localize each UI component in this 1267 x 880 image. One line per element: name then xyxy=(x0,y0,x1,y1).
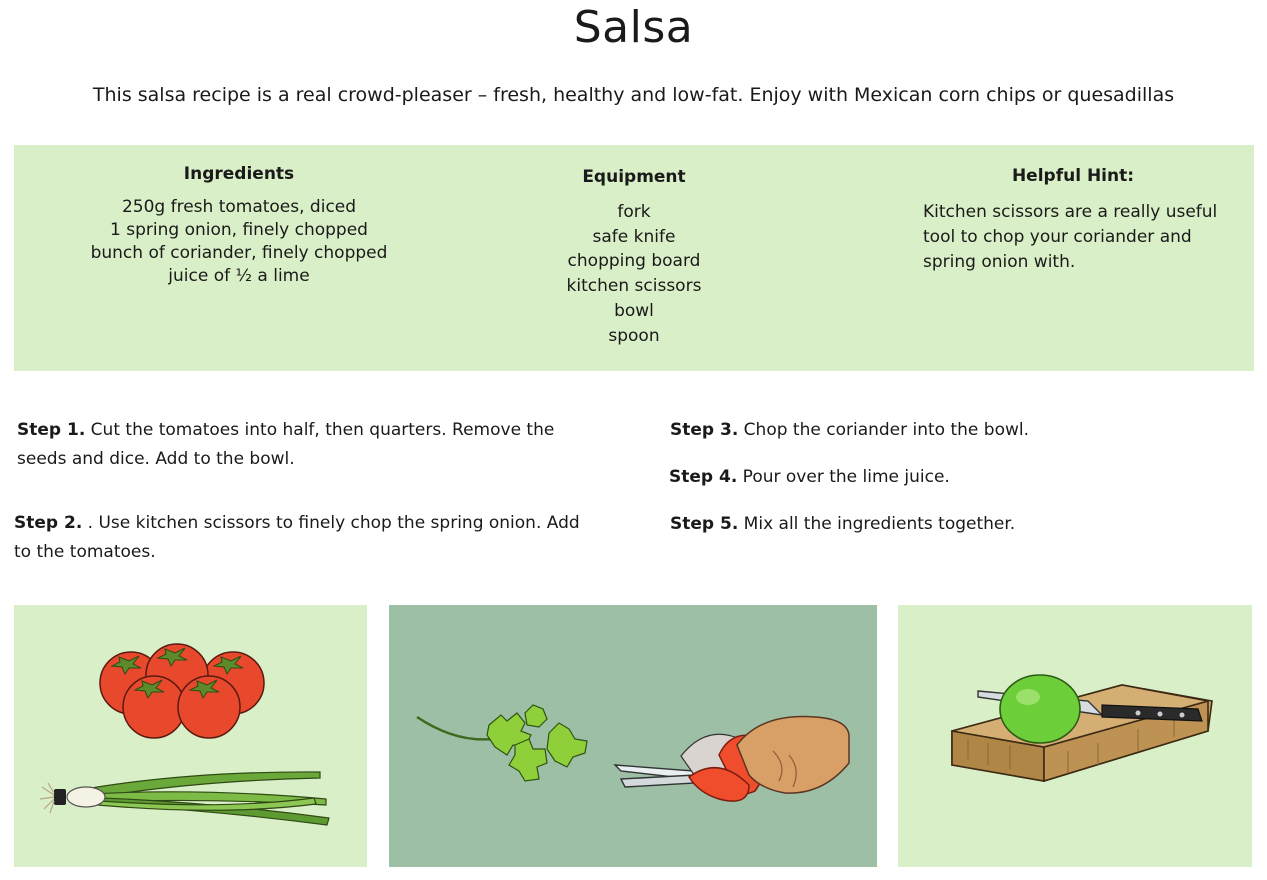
step-label: Step 3. xyxy=(670,420,739,440)
equipment-item: spoon xyxy=(608,325,660,346)
step-label: Step 2. xyxy=(14,513,83,533)
step-text: Cut the tomatoes into half, then quarters. Remove the seeds and dice. Add to the bowl. xyxy=(17,420,555,469)
equipment-item: bowl xyxy=(614,300,654,321)
page-title: Salsa xyxy=(573,2,694,53)
tomatoes-and-spring-onion-illustration xyxy=(14,605,367,867)
equipment-heading: Equipment xyxy=(582,167,686,187)
step-text: . Use kitchen scissors to finely chop the spring onion. Add to the tomatoes. xyxy=(14,513,580,562)
step-4 xyxy=(669,463,1229,492)
ingredients-section xyxy=(74,163,404,288)
ingredient-item: 250g fresh tomatoes, diced xyxy=(121,197,357,217)
equipment-item: safe knife xyxy=(592,226,676,247)
equipment-item: chopping board xyxy=(567,251,701,272)
coriander-and-scissors-illustration xyxy=(389,605,877,867)
step-label: Step 5. xyxy=(670,514,739,534)
page-subtitle: This salsa recipe is a real crowd-pleaser – fresh, healthy and low-fat. Enjoy with Mexican corn chips or quesadillas xyxy=(92,84,1175,106)
info-panel xyxy=(14,145,1254,371)
ingredients-heading: Ingredients xyxy=(183,164,295,184)
ingredient-item: bunch of coriander, finely chopped xyxy=(90,243,388,263)
hint-section xyxy=(923,165,1223,275)
step-text: Pour over the lime juice. xyxy=(737,467,950,487)
step-label: Step 4. xyxy=(669,467,738,487)
step-1 xyxy=(17,416,597,474)
equipment-section xyxy=(534,165,734,349)
step-text: Chop the coriander into the bowl. xyxy=(738,420,1030,440)
ingredient-item: juice of ½ a lime xyxy=(168,266,310,286)
step-label: Step 1. xyxy=(17,420,86,440)
equipment-item: kitchen scissors xyxy=(566,276,702,297)
hint-text: Kitchen scissors are a really useful tool to chop your coriander and spring onion with. xyxy=(923,202,1218,272)
hint-heading: Helpful Hint: xyxy=(1011,166,1135,186)
step-3 xyxy=(670,416,1230,445)
equipment-item: fork xyxy=(617,201,651,222)
step-2 xyxy=(14,509,594,567)
ingredient-item: 1 spring onion, finely chopped xyxy=(110,220,368,240)
step-text: Mix all the ingredients together. xyxy=(738,514,1016,534)
step-5 xyxy=(670,510,1230,539)
lime-on-chopping-board-illustration xyxy=(898,605,1252,867)
